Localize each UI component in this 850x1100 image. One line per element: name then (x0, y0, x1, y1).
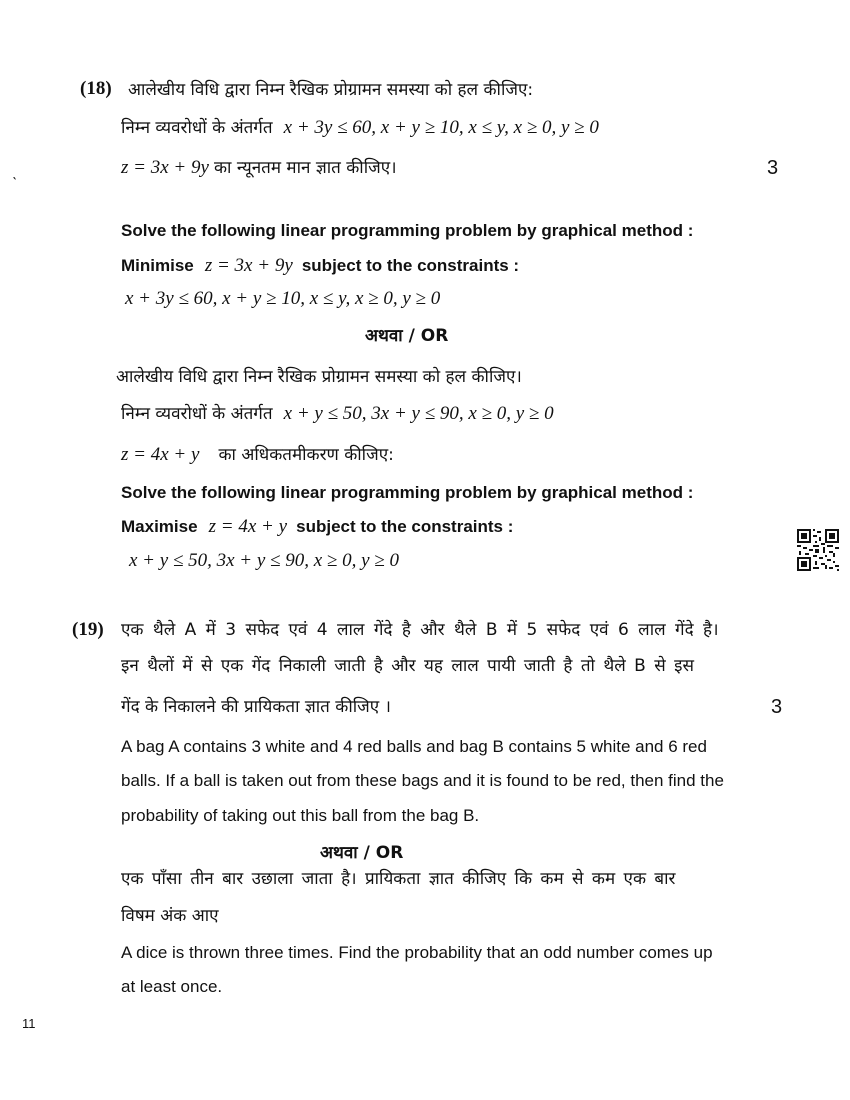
q18-alt-en-line1: Solve the following linear programming problem by graphical method : (121, 483, 694, 502)
q18-hindi-line3-text: का न्यूनतम मान ज्ञात कीजिए। (214, 158, 397, 178)
q18-en-line2 (121, 255, 519, 278)
q18-alt-objective: z = 4x + y (121, 444, 200, 465)
q19-en-line1: A bag A contains 3 white and 4 red balls and bag B contains 5 white and 6 red (121, 737, 707, 756)
q19-hindi-line2: इन थैलों में से एक गेंद निकाली जाती है और यह लाल पायी जाती है तो थैले B से इस (121, 656, 694, 676)
question-19-number: (19) (72, 619, 104, 640)
page-number: 11 (22, 1016, 36, 1031)
q19-hindi-line1: एक थैले A में 3 सफेद एवं 4 लाल गेंदे है और थैले B में 5 सफेद एवं 6 लाल गेंदे है। (121, 620, 719, 640)
q19-alt-hindi-line2: विषम अंक आए (121, 906, 219, 926)
q19-or-label: अथवा / OR (320, 843, 404, 863)
q18-en-line2-text: Minimise (121, 256, 194, 275)
q19-hindi-line3: गेंद के निकालने की प्रायिकता ज्ञात कीजिए । (121, 697, 391, 717)
q18-marks: 3 (767, 157, 779, 179)
q18-hindi-line2-text: निम्न व्यवरोधों के अंतर्गत (121, 118, 273, 138)
q18-alt-hindi-line2-text: निम्न व्यवरोधों के अंतर्गत (121, 404, 273, 424)
q18-alt-en-line2-text: Maximise (121, 517, 198, 536)
q18-en-line1: Solve the following linear programming problem by graphical method : (121, 221, 694, 240)
q19-alt-en-line2: at least once. (121, 977, 223, 996)
q18-alt-en-constraints: x + y ≤ 50, 3x + y ≤ 90, x ≥ 0, y ≥ 0 (129, 550, 399, 571)
q18-alt-en-line2-text2: subject to the constraints : (296, 517, 514, 536)
qr-code-icon (797, 529, 839, 571)
q19-en-line3: probability of taking out this ball from the bag B. (121, 806, 480, 825)
q18-alt-en-objective: z = 4x + y (208, 516, 288, 537)
q18-alt-hindi-line3 (121, 444, 394, 467)
q18-constraints: x + 3y ≤ 60, x + y ≥ 10, x ≤ y, x ≥ 0, y ≥ 0 (283, 117, 599, 138)
margin-mark: ˋ (12, 176, 18, 193)
question-18-number: (18) (80, 78, 112, 99)
q18-hindi-line3 (121, 157, 397, 180)
q18-alt-hindi-line1: आलेखीय विधि द्वारा निम्न रैखिक प्रोग्रामन समस्या को हल कीजिए। (116, 367, 522, 387)
q18-objective: z = 3x + 9y (121, 157, 209, 178)
q18-en-objective: z = 3x + 9y (204, 255, 293, 276)
q18-or-label: अथवा / OR (365, 326, 449, 346)
q18-alt-hindi-line3-text: का अधिकतमीकरण कीजिए: (218, 445, 394, 465)
q19-alt-hindi-line1: एक पाँसा तीन बार उछाला जाता है। प्रायिकता ज्ञात कीजिए कि कम से कम एक बार (121, 869, 676, 889)
q19-marks: 3 (771, 696, 783, 718)
q18-alt-hindi-line2 (121, 403, 554, 426)
q18-alt-constraints: x + y ≤ 50, 3x + y ≤ 90, x ≥ 0, y ≥ 0 (283, 403, 554, 424)
q18-alt-en-line2 (121, 516, 513, 539)
q18-hindi-line1: आलेखीय विधि द्वारा निम्न रैखिक प्रोग्रामन समस्या को हल कीजिए: (128, 80, 534, 100)
q18-en-line2-text2: subject to the constraints : (301, 256, 520, 275)
q18-hindi-line2 (121, 117, 599, 140)
q18-en-constraints: x + 3y ≤ 60, x + y ≥ 10, x ≤ y, x ≥ 0, y ≥ 0 (125, 288, 441, 309)
q19-en-line2: balls. If a ball is taken out from these bags and it is found to be red, then find the (121, 771, 724, 790)
q19-alt-en-line1: A dice is thrown three times. Find the probability that an odd number comes up (121, 943, 713, 962)
